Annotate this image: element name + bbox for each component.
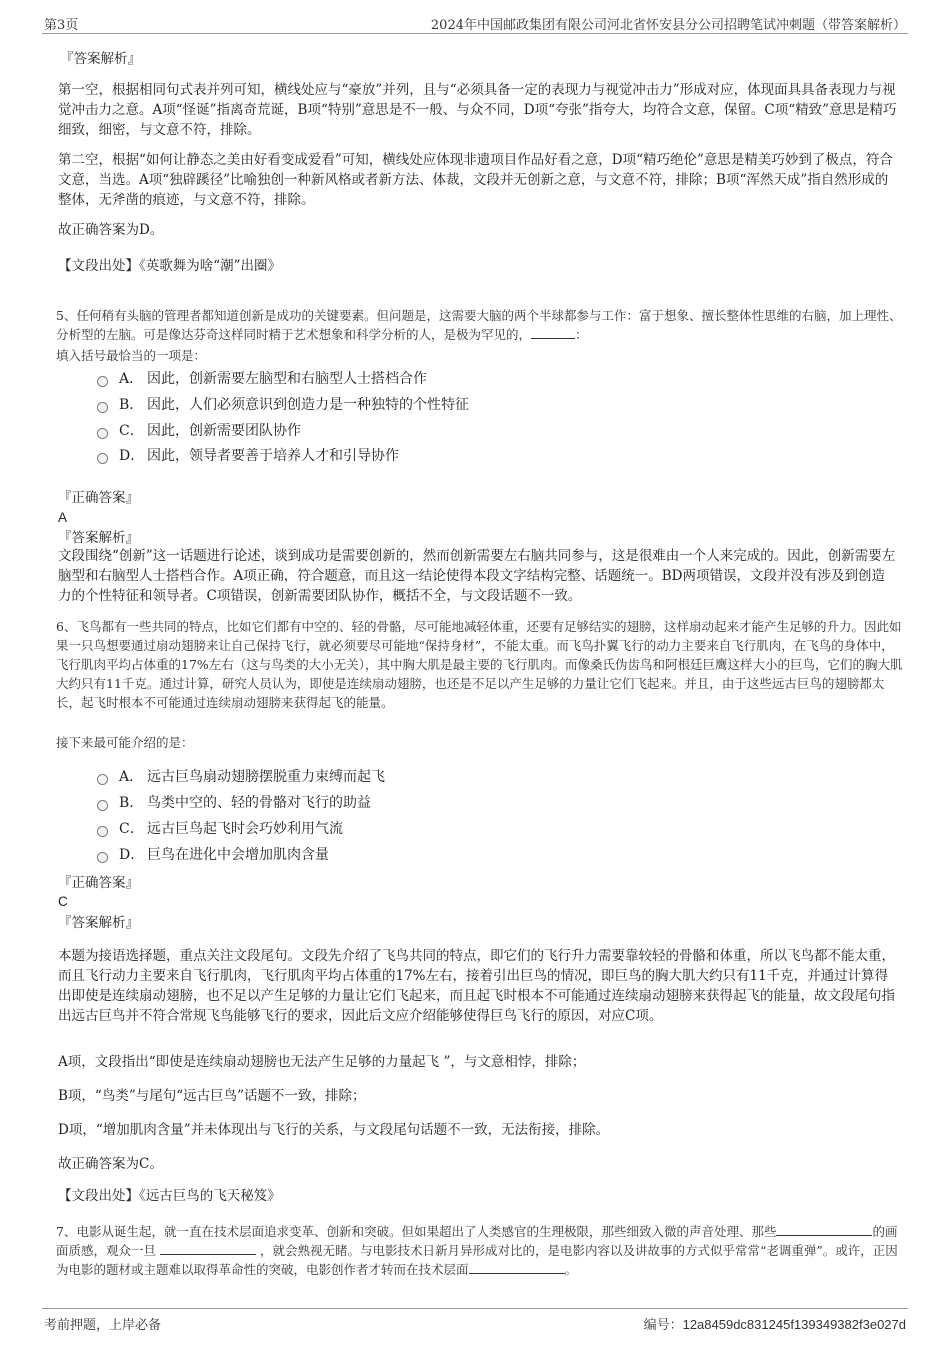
q4-source: 【文段出处】《英歌舞为啥“潮”出圈》: [58, 258, 282, 274]
q6-answer-label: 『正确答案』: [58, 875, 139, 891]
document-code: 编号：12a8459dc831245f139349382f3e027d: [643, 1317, 906, 1333]
q6-conclusion: 故正确答案为C。: [58, 1156, 163, 1172]
q6-option-c[interactable]: C． 远古巨鸟起飞时会巧妙利用气流: [97, 819, 343, 839]
page-number: 第3页: [44, 18, 79, 33]
q6-option-b-note: B项，“鸟类”与尾句“远古巨鸟”话题不一致，排除；: [58, 1088, 366, 1104]
q7-blank-1: [776, 1222, 872, 1236]
radio-icon[interactable]: [97, 826, 108, 837]
q5-analysis: 文段围绕“创新”这一话题进行论述，谈到成功是需要创新的，然而创新需要左右脑共同参与，这是很难由一个人来完成的。因此，创新需要左脑型和右脑型人士搭档合作。A项正确，符合题意，而且这一结论使得本段文字结构完整、话题统一。BD两项错误，文段并没有涉及到创造力的个性特征和领导者。C项错误，创新需要团队协作，概括不全，与文段话题不一致。: [58, 548, 896, 604]
q5-blank: [531, 325, 575, 339]
q4-analysis-para1: 第一空，根据相同句式表并列可知，横线处应与“豪放”并列，且与“必须具备一定的表现力与视觉冲击力”形成对应，体现面具具备表现力与视觉冲击力之意。A项“怪诞”指离奇荒诞，B项“特别”意思是不一般、与众不同，D项“夸张”指夸大，均符合文意，保留。C项“精致”意思是精巧细致，细密，与文意不符，排除。: [58, 82, 897, 138]
q5-option-a[interactable]: A． 因此，创新需要左脑型和右脑型人士搭档合作: [97, 369, 427, 389]
q5-option-d[interactable]: D． 因此，领导者要善于培养人才和引导协作: [97, 446, 399, 466]
radio-icon[interactable]: [97, 774, 108, 785]
q5-option-b[interactable]: B． 因此，人们必须意识到创造力是一种独特的个性特征: [97, 395, 469, 415]
q6-analysis: 本题为接语选择题，重点关注文段尾句。文段先介绍了飞鸟共同的特点，即它们的飞行升力需要靠较轻的骨骼和体重，所以飞鸟都不能太重，而且飞行动力主要来自飞行肌肉，飞行肌肉平均占体重的17%左右，接着引出巨鸟的情况，即巨鸟的胸大肌大约只有11千克，并通过计算得出即使是连续扇动翅膀，也不足以产生足够的力量让它们飞起来，而且起飞时根本不可能通过连续扇动翅膀来获得起飞的能量，故文段尾句指出远古巨鸟并不符合常规飞鸟能够飞行的要求，因此后文应介绍能够使得巨鸟飞行的原因，对应C项。: [58, 948, 895, 1024]
radio-icon[interactable]: [97, 852, 108, 863]
q4-analysis-label: 『答案解析』: [60, 51, 141, 67]
footer-slogan: 考前押题，上岸必备: [44, 1318, 162, 1333]
document-title: 2024年中国邮政集团有限公司河北省怀安县分公司招聘笔试冲刺题（带答案解析）: [430, 18, 906, 33]
footer-divider: [42, 1308, 908, 1309]
q5-option-c[interactable]: C． 因此，创新需要团队协作: [97, 421, 301, 441]
q6-option-d[interactable]: D． 巨鸟在进化中会增加肌肉含量: [97, 845, 329, 865]
q4-conclusion: 故正确答案为D。: [58, 222, 164, 238]
q5-answer: A: [58, 510, 68, 525]
radio-icon[interactable]: [97, 428, 108, 439]
q5-prompt: 填入括号最恰当的一项是：: [56, 348, 207, 363]
q4-analysis-para2: 第二空，根据“如何让静态之美由好看变成爱看”可知，横线处应体现非遗项目作品好看之意，D项“精巧绝伦”意思是精美巧妙到了极点，符合文意，当选。A项“独辟蹊径”比喻独创一种新风格或者新方法、体裁，文段并无创新之意，与文意不符，排除；B项“浑然天成”指自然形成的整体，无斧凿的痕迹，与文意不符，排除。: [58, 152, 893, 208]
q6-source: 【文段出处】《远古巨鸟的飞天秘笈》: [58, 1188, 281, 1204]
q6-answer: C: [58, 894, 68, 909]
q5-answer-label: 『正确答案』: [58, 490, 139, 506]
q7-blank-2: [160, 1241, 256, 1255]
q6-option-a[interactable]: A． 远古巨鸟扇动翅膀摆脱重力束缚而起飞: [97, 767, 385, 787]
q5-stem: 5、任何稍有头脑的管理者都知道创新是成功的关键要素。但问题是，这需要大脑的两个半球都参与工作：富于想象、擅长整体性思维的右脑，加上理性、分析型的左脑。可是像达芬奇这样同时精于艺术想象和科学分析的人，是极为罕见的， ：: [56, 308, 902, 342]
q6-option-b[interactable]: B． 鸟类中空的、轻的骨骼对飞行的助益: [97, 793, 371, 813]
q6-prompt: 接下来最可能介绍的是：: [56, 735, 194, 750]
radio-icon[interactable]: [97, 800, 108, 811]
q6-option-a-note: A项，文段指出“即使是连续扇动翅膀也无法产生足够的力量起飞 ”，与文意相悖，排除；: [58, 1054, 586, 1070]
radio-icon[interactable]: [97, 376, 108, 387]
q5-analysis-label: 『答案解析』: [58, 530, 139, 546]
q6-stem: 6、飞鸟都有一些共同的特点，比如它们都有中空的、轻的骨骼，尽可能地减轻体重，还要有足够结实的翅膀，这样扇动起来才能产生足够的升力。因此如果一只鸟想要通过扇动翅膀来让自己保持飞行，就必须要尽可能地“保持身材”，不能太重。而飞鸟扑翼飞行的动力主要来自飞行肌肉，在飞鸟的身体中，飞行肌肉平均占体重的17%左右（这与鸟类的大小无关），其中胸大肌是最主要的飞行肌肉。而像桑氏伪齿鸟和阿根廷巨鹰这样大小的巨鸟，它们的胸大肌大约只有11千克。通过计算，研究人员认为，即使是连续扇动翅膀，也还是不足以产生足够的力量让它们飞起来。并且，由于这些远古巨鸟的翅膀都太长，起飞时根本不可能通过连续扇动翅膀来获得起飞的能量。: [56, 619, 903, 710]
q6-option-d-note: D项，“增加肌肉含量”并未体现出与飞行的关系，与文段尾句话题不一致，无法衔接，排除。: [58, 1122, 610, 1138]
header-divider: [42, 33, 908, 34]
q7-blank-3: [469, 1260, 565, 1274]
radio-icon[interactable]: [97, 402, 108, 413]
radio-icon[interactable]: [97, 453, 108, 464]
q6-analysis-label: 『答案解析』: [58, 915, 139, 931]
q7-stem: 7、电影从诞生起，就一直在技术层面追求变革、创新和突破。但如果超出了人类感官的生理极限，那些细致入微的声音处理、那些 的画面质感，观众一旦 ，就会熟视无睹。与电影技术日新月异形成对比的，是电影内容以及讲故事的方式似乎常常“老调重弹”。或许，正因为电影的题材或主题难以取得革命性的突破，电影创作者才转而在技术层面 。: [56, 1224, 898, 1277]
